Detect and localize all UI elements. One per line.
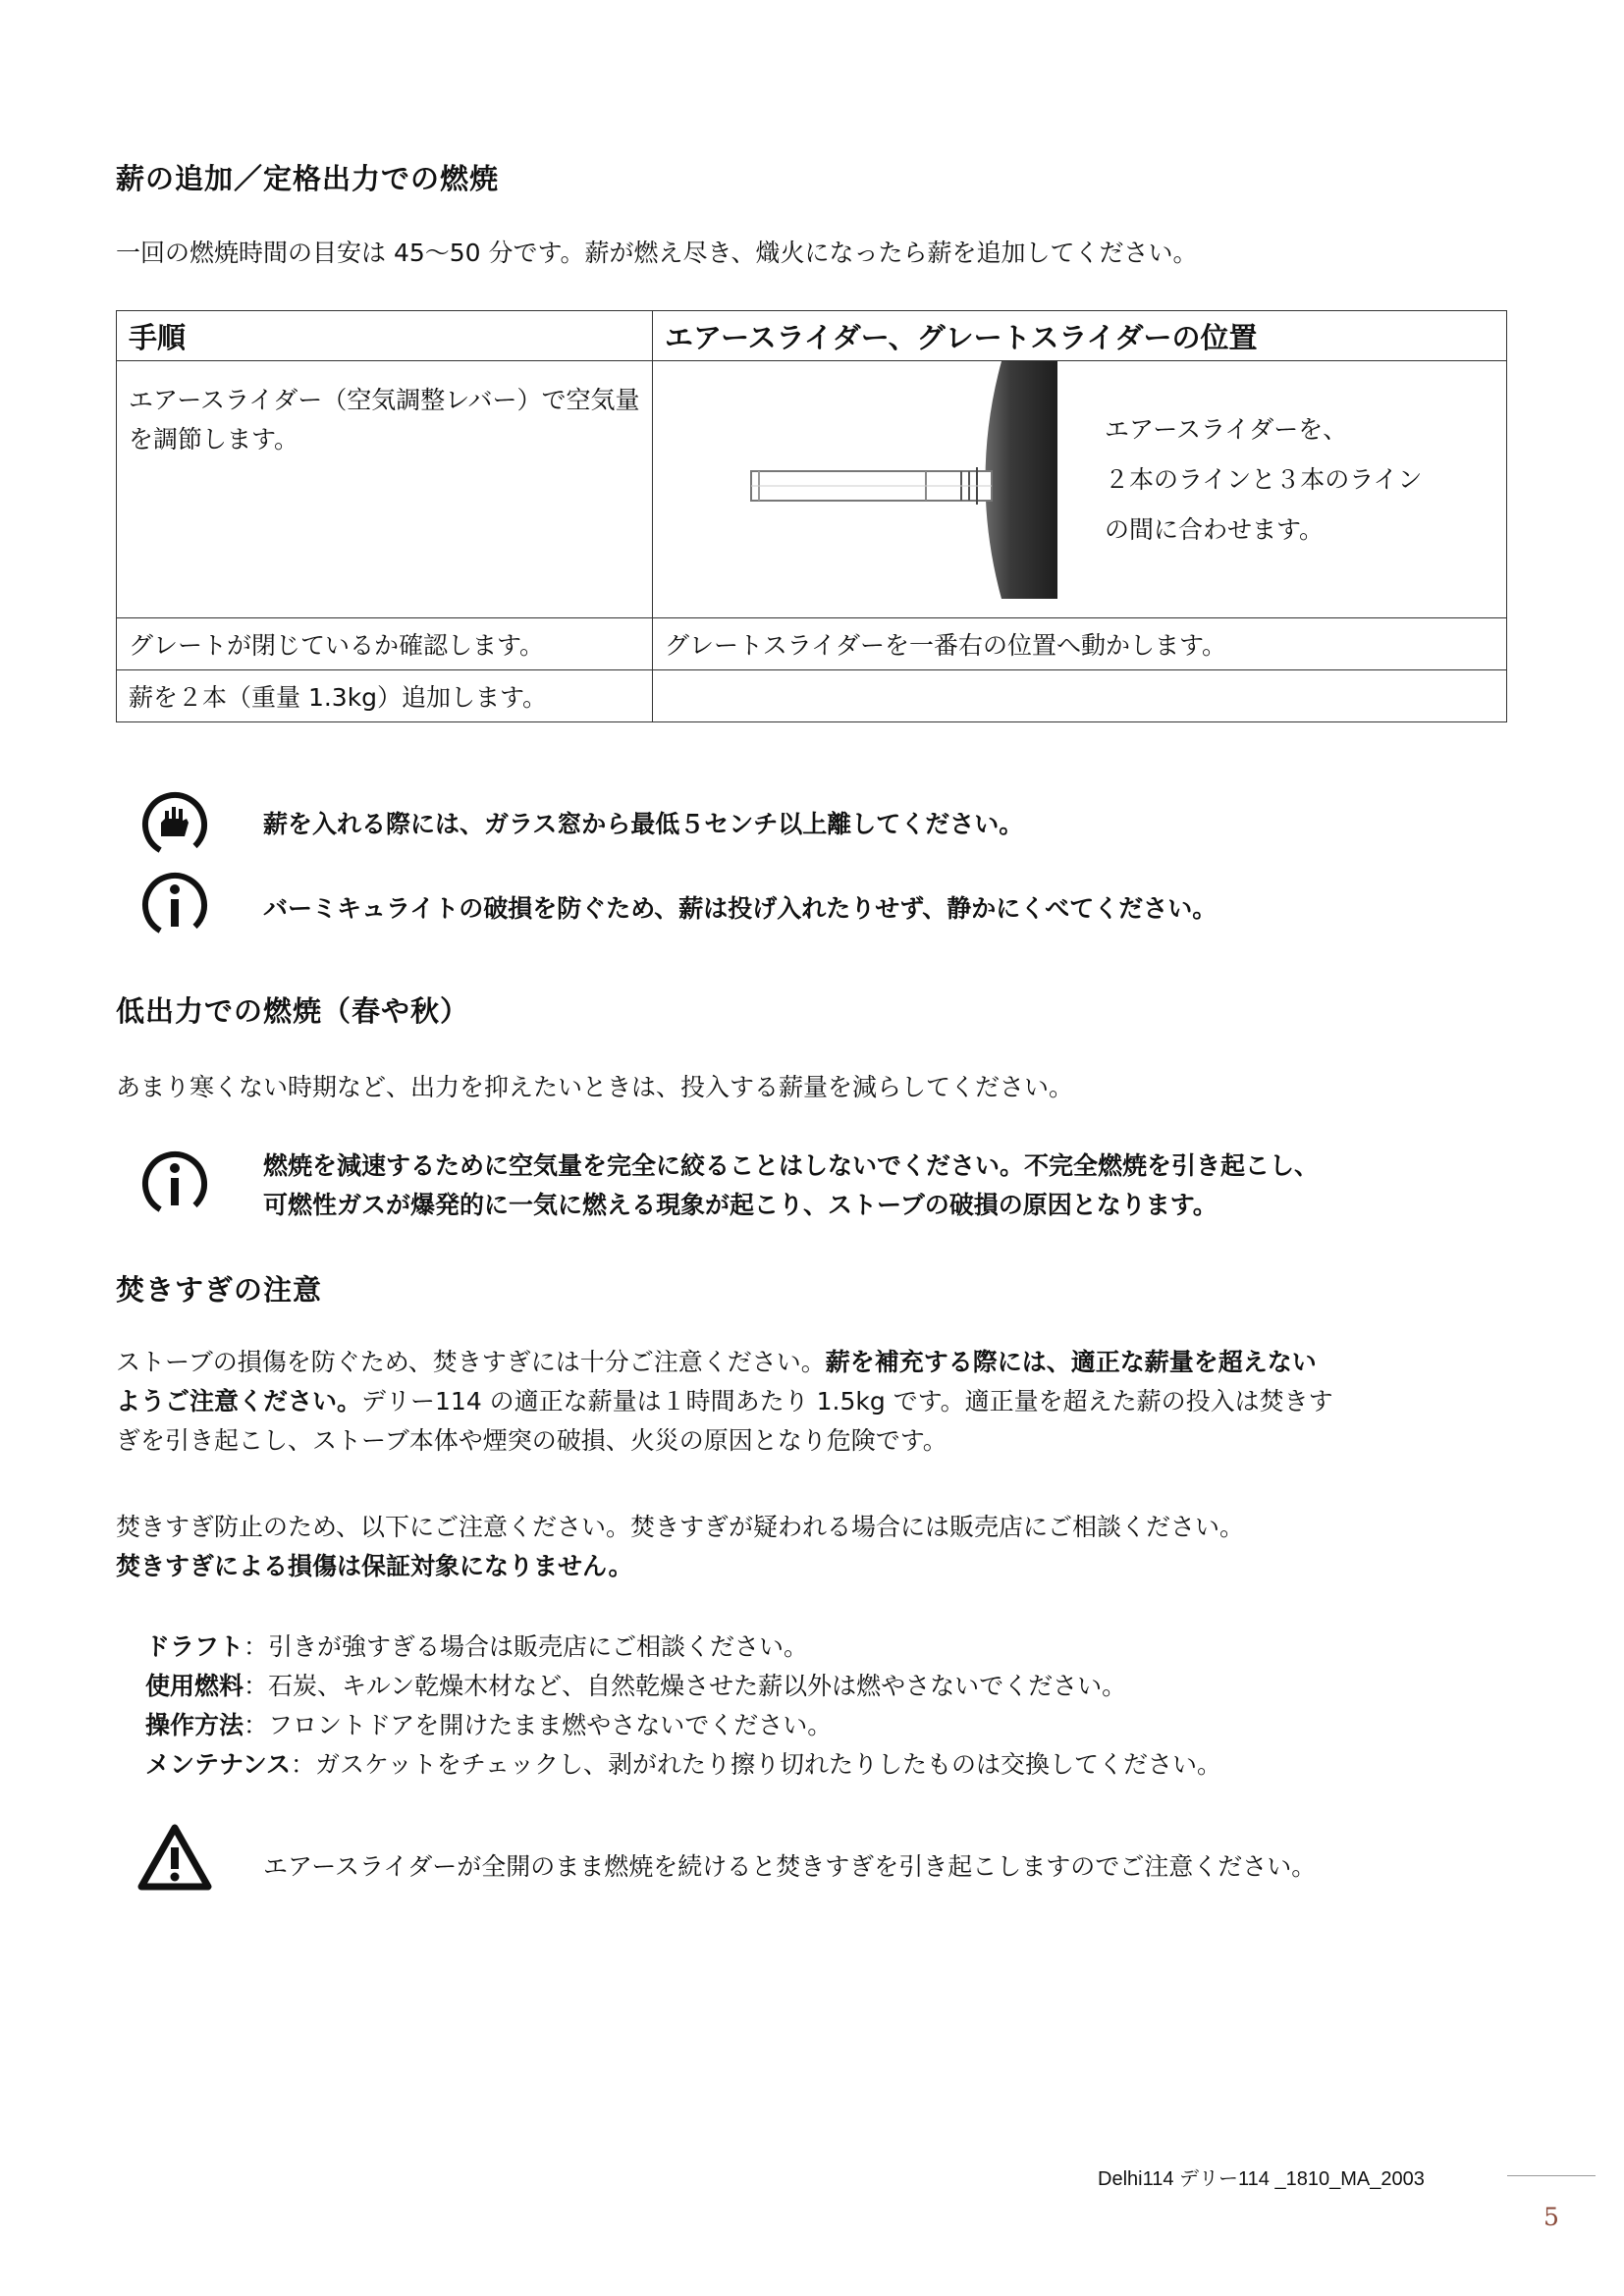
section-heading-low-output: 低出力での燃焼（春や秋） (116, 994, 470, 1028)
note-air-restriction: 燃焼を減速するために空気量を完全に絞ることはしないでください。不完全燃焼を引き起こし、 可燃性ガスが爆発的に一気に燃える現象が起こり、ストーブの破損の原因となります。 (263, 1151, 1320, 1219)
footer-rule (1507, 2175, 1596, 2176)
table-cell-step-3: 薪を２本（重量 1.3kg）追加します。 (117, 670, 653, 722)
table-cell-grate-position: グレートスライダーを一番右の位置へ動かします。 (653, 618, 1507, 670)
table-cell-step-2: グレートが閉じているか確認します。 (117, 618, 653, 670)
table-cell-slider-diagram (653, 361, 1507, 618)
table-cell-empty (653, 670, 1507, 722)
overfiring-prevention-paragraph: 焚きすぎ防止のため、以下にご注意ください。焚きすぎが疑われる場合には販売店にご相談ください。 焚きすぎによる損傷は保証対象になりません。 (116, 1513, 1245, 1580)
overfiring-paragraph: ストーブの損傷を防ぐため、焚きすぎには十分ご注意ください。薪を補充する際には、適正な薪量を超えない ようご注意ください。デリー114 の適正な薪量は１時間あたり 1.5kg です。適正量を超えた薪の投入は焚きす ぎを引き起こし、ストーブ本体や煙突の破損、火災の原因となり危険です。 (116, 1348, 1333, 1455)
note-glass-distance: 薪を入れる際には、ガラス窓から最低５センチ以上離してください。 (263, 810, 1024, 838)
section-intro-add-wood: 一回の燃焼時間の目安は 45～50 分です。薪が燃え尽き、熾火になったら薪を追加してください。 (116, 239, 1198, 267)
footer-doc-id: Delhi114 デリー114 _1810_MA_2003 (1098, 2168, 1425, 2190)
note-vermiculite: バーミキュライトの破損を防ぐため、薪は投げ入れたりせず、静かにくべてください。 (263, 894, 1218, 923)
page-number: 5 (1543, 2203, 1559, 2231)
procedure-table (116, 310, 1507, 722)
list-item: 操作方法：フロントドアを開けたまま燃やさないでください。 (145, 1711, 833, 1739)
list-item: ドラフト：引きが強すぎる場合は販売店にご相談ください。 (145, 1632, 809, 1661)
warning-icon (135, 1822, 214, 1893)
section-intro-low-output: あまり寒くない時期など、出力を抑えたいときは、投入する薪量を減らしてください。 (116, 1073, 1074, 1101)
air-slider-illustration (712, 361, 1124, 616)
list-item: 使用燃料：石炭、キルン乾燥木材など、自然乾燥させた薪以外は燃やさないでください。 (145, 1672, 1127, 1700)
slider-instruction: エアースライダーを、 ２本のラインと３本のライン の間に合わせます。 (1105, 415, 1423, 544)
section-heading-add-wood: 薪の追加／定格出力での燃焼 (116, 162, 500, 195)
glove-icon (135, 789, 214, 860)
table-header-position: エアースライダー、グレートスライダーの位置 (653, 311, 1507, 361)
info-icon (135, 870, 214, 940)
table-cell-step-1: エアースライダー（空気調整レバー）で空気量を調節します。 (117, 361, 653, 618)
warning-air-slider-open: エアースライダーが全開のまま燃焼を続けると焚きすぎを引き起こしますのでご注意ください。 (263, 1852, 1317, 1881)
info-icon (135, 1148, 214, 1219)
list-item: メンテナンス：ガスケットをチェックし、剥がれたり擦り切れたりしたものは交換してください。 (145, 1750, 1222, 1779)
table-header-step: 手順 (117, 311, 653, 361)
section-heading-overfiring: 焚きすぎの注意 (116, 1273, 323, 1307)
overfiring-checklist (145, 1628, 1221, 1785)
